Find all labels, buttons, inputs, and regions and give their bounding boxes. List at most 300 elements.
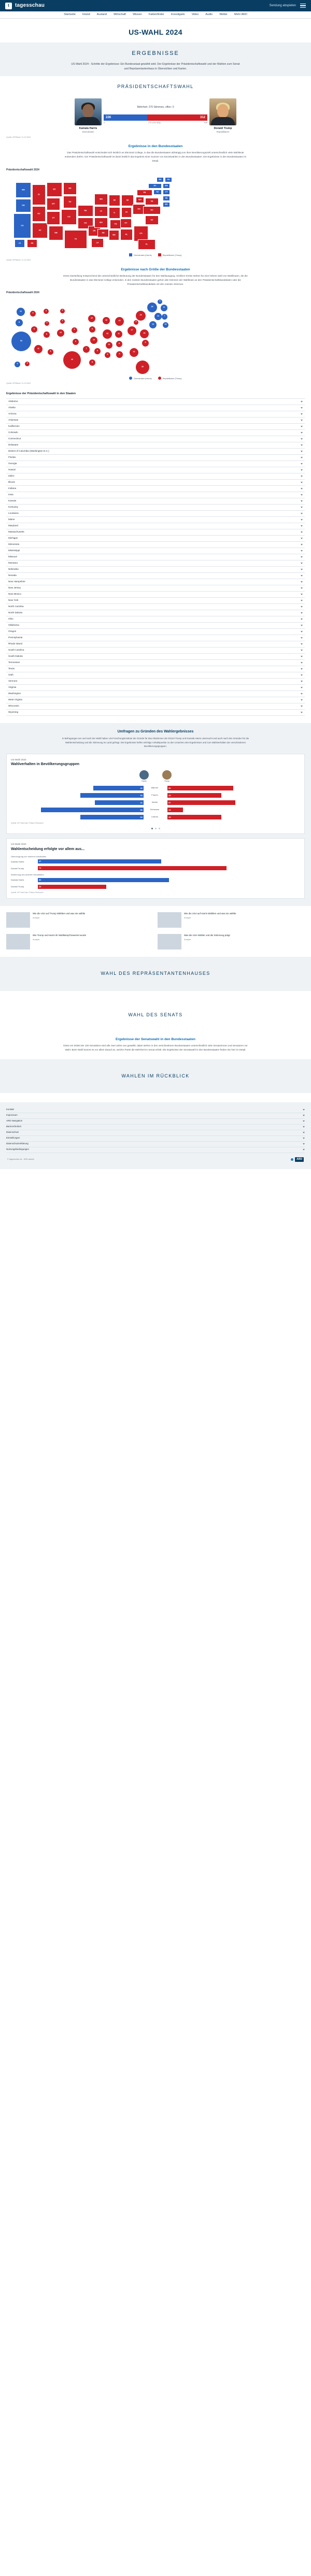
map-state-nevada[interactable]: NV (32, 206, 46, 222)
chevron-down-icon[interactable] (301, 457, 303, 458)
survey-group-label: Männer (151, 786, 159, 789)
bubble-wyoming[interactable]: 3 (45, 321, 49, 326)
map-state-illinois[interactable]: IL (109, 207, 120, 219)
state-row[interactable] (6, 654, 305, 660)
nav-item-1[interactable]: Inland (82, 12, 90, 16)
chevron-down-icon[interactable] (301, 563, 303, 564)
survey-card2-bars (11, 855, 300, 890)
map-state-oregon[interactable]: OR (16, 199, 31, 212)
survey-card1-source: Quelle: AP VoteCast / Edison Research (11, 822, 44, 824)
survey-face-trump (162, 770, 172, 783)
map-state-alabama[interactable]: AL (120, 229, 133, 240)
map-state-washington[interactable]: WA (16, 182, 31, 198)
state-row[interactable] (6, 623, 305, 629)
state-row-label: North Dakota (8, 611, 23, 614)
chevron-down-icon[interactable] (301, 693, 303, 695)
bubble-nebraska[interactable]: 5 (72, 327, 77, 333)
state-row-label: Maryland (8, 524, 18, 527)
retrospect-banner: WAHLEN IM RÜCKBLICK (0, 1059, 311, 1093)
map-state-louisiana[interactable]: LA (91, 238, 104, 248)
brand-logo-mark[interactable] (5, 3, 12, 9)
bubble-alabama[interactable]: 9 (116, 351, 123, 358)
survey-face-harris-label: Harris (142, 780, 147, 783)
map-state-arizona[interactable]: AZ (32, 223, 48, 238)
chevron-down-icon[interactable] (301, 494, 303, 496)
state-row[interactable] (6, 573, 305, 579)
state-row-label: Illinois (8, 481, 15, 484)
chevron-down-icon[interactable] (301, 544, 303, 545)
map-state-connecticut[interactable]: CT (163, 190, 170, 195)
teaser-text-1: Wie die USA auf Harris Wählten und was sie wählte Analyse (184, 912, 236, 919)
bubble-arizona[interactable]: 11 (34, 345, 43, 353)
bubble-south-carolina[interactable]: 9 (142, 340, 149, 347)
state-row[interactable] (6, 542, 305, 548)
map-state-new-mexico[interactable]: NM (49, 226, 63, 240)
nav-item-3[interactable]: Wirtschaft (114, 12, 126, 16)
state-row-label: Kentucky (8, 506, 18, 509)
state-row-label: Mississippi (8, 549, 20, 552)
survey-intro: In Befragungen am und nach der Wahl haben US-Forschungsinstitute die Gründe für das Abstimmen der Einzel-Trump und Kamala Harris untersucht und auch nach den Gründen für die Wahlentscheidung und die Stimmung im Land gefragt. Die Ergebnisse helfen wichtige Anhaltspunkte zu den Ursachen des Ergebnisses und zum Wahlverhalten der verschiedenen Bevölkerungsgruppen. (62, 737, 249, 748)
electoral-bar-rep: 312 (147, 114, 207, 121)
chevron-down-icon[interactable] (301, 438, 303, 440)
chevron-down-icon[interactable] (301, 587, 303, 589)
map-state-nebraska[interactable]: NE (78, 205, 93, 217)
scale-left: 0 (104, 122, 105, 124)
bubble-washington[interactable]: 12 (17, 308, 25, 316)
chevron-down-icon[interactable] (303, 1143, 305, 1145)
footer-link[interactable] (6, 1119, 305, 1125)
chevron-down-icon[interactable] (301, 668, 303, 670)
bubble-utah[interactable]: 6 (44, 332, 50, 338)
chevron-down-icon[interactable] (301, 606, 303, 608)
bubble-oregon[interactable]: 8 (16, 319, 23, 326)
survey-group-row: 53 Latinos 45 (11, 814, 300, 820)
size-map-label: Präsidentschaftswahl 2024 (6, 291, 39, 295)
map-state-iowa[interactable]: IA (94, 206, 108, 217)
state-row[interactable] (6, 436, 305, 442)
bubble-alaska[interactable]: 3 (25, 362, 30, 366)
map-state-utah[interactable]: UT (47, 211, 60, 225)
footer-link-label: Nutzungsbedingungen (6, 1148, 29, 1151)
teaser-row-2 (0, 928, 311, 949)
footer-link[interactable] (6, 1130, 305, 1136)
state-row-label: Montana (8, 562, 18, 565)
bubble-michigan[interactable]: 15 (115, 317, 124, 326)
state-row[interactable] (6, 461, 305, 467)
state-row[interactable] (6, 529, 305, 536)
footer-link[interactable] (6, 1125, 305, 1130)
chevron-down-icon[interactable] (301, 413, 303, 415)
nav-item-9[interactable]: Wetter (219, 12, 228, 16)
bubble-virginia[interactable]: 13 (149, 321, 157, 328)
chevron-down-icon[interactable] (301, 525, 303, 527)
nav-item-2[interactable]: Ausland (96, 12, 107, 16)
bubble-kansas[interactable]: 6 (73, 339, 79, 345)
brand-name[interactable]: tagesschau (15, 2, 45, 8)
map-state-new-hampshire[interactable]: NH (165, 177, 172, 182)
state-row[interactable] (6, 418, 305, 424)
bubble-maine[interactable]: 4 (158, 299, 162, 304)
chevron-down-icon[interactable] (301, 699, 303, 701)
map-state-california[interactable]: CA (13, 213, 31, 238)
map-state-missouri[interactable]: MO (94, 218, 108, 228)
size-section (0, 267, 311, 385)
teaser-card-1[interactable] (158, 912, 305, 928)
state-row-label: Rhode Island (8, 642, 23, 645)
state-row[interactable] (6, 442, 305, 449)
size-map-source: Quelle: AP/Stand: 11.12.2024 (6, 382, 31, 385)
state-row-label: West Virginia (8, 698, 22, 701)
chevron-down-icon[interactable] (301, 513, 303, 514)
map-state-idaho[interactable]: ID (32, 184, 46, 205)
chevron-down-icon[interactable] (301, 407, 303, 409)
state-row[interactable] (6, 629, 305, 635)
nav-item-8[interactable]: Audio (205, 12, 213, 16)
state-row[interactable] (6, 480, 305, 486)
chevron-down-icon[interactable] (301, 538, 303, 539)
state-row[interactable] (6, 610, 305, 616)
map-state-wisconsin[interactable]: WI (109, 195, 120, 206)
motivation-label: Kamala Harris (11, 879, 24, 882)
chevron-down-icon[interactable] (301, 656, 303, 657)
chevron-down-icon[interactable] (301, 681, 303, 682)
state-row[interactable] (6, 666, 305, 672)
bubble-legend-rep: Republikaner (Trump) (158, 377, 182, 381)
bubble-montana[interactable]: 4 (44, 309, 49, 314)
map-state-wyoming[interactable]: WY (47, 198, 60, 210)
chevron-down-icon[interactable] (301, 618, 303, 620)
states-section (0, 144, 311, 262)
survey-card2-source: Quelle: AP VoteCast / Edison Research (11, 891, 44, 894)
map-state-tennessee[interactable]: TN (110, 220, 121, 229)
state-row[interactable] (6, 679, 305, 685)
map-state-delaware[interactable]: DE (163, 196, 170, 201)
bubble-north-carolina[interactable]: 16 (140, 329, 149, 338)
footer-link[interactable] (6, 1136, 305, 1142)
bubble-maryland[interactable]: 10 (163, 322, 168, 328)
state-row-label: Louisiana (8, 512, 19, 515)
state-row[interactable] (6, 641, 305, 647)
bubble-south-dakota[interactable]: 3 (60, 319, 65, 324)
bubble-arkansas[interactable]: 6 (94, 348, 101, 354)
state-row[interactable] (6, 660, 305, 666)
teaser-row-1 (0, 906, 311, 928)
chevron-down-icon[interactable] (301, 594, 303, 595)
teaser-card-2[interactable] (6, 934, 153, 949)
map-state-new-york[interactable]: NY (148, 183, 162, 189)
chevron-down-icon[interactable] (303, 1109, 305, 1111)
map-state-montana[interactable]: MT (47, 182, 62, 197)
chevron-down-icon[interactable] (301, 643, 303, 645)
bubble-idaho[interactable]: 4 (30, 311, 36, 316)
state-row-label: Kansas (8, 499, 17, 502)
bubble-kentucky[interactable]: 8 (116, 341, 122, 347)
map-state-texas[interactable]: TX (64, 230, 87, 249)
chevron-down-icon[interactable] (301, 662, 303, 664)
bubble-tennessee[interactable]: 11 (106, 342, 112, 349)
state-accordion (6, 398, 305, 716)
states-map-source: Quelle: AP/Stand: 11.12.2024 (6, 259, 31, 262)
legend-rep: Republikaner (Trump) (158, 253, 182, 257)
chevron-down-icon[interactable] (301, 488, 303, 490)
survey-group-label: Latinos (151, 815, 158, 818)
map-state-arkansas[interactable]: AR (97, 229, 109, 237)
bubble-illinois[interactable]: 19 (103, 329, 112, 339)
bubble-new-mexico[interactable]: 5 (48, 349, 53, 355)
map-state-kansas[interactable]: KS (78, 218, 93, 229)
state-row[interactable] (6, 585, 305, 592)
map-state-mississippi[interactable]: MS (109, 230, 119, 240)
candidate-harris[interactable] (73, 98, 104, 134)
survey-carousel-dots[interactable] (11, 828, 300, 829)
state-row[interactable] (6, 449, 305, 455)
state-row[interactable] (6, 405, 305, 411)
state-row[interactable] (6, 536, 305, 542)
state-row[interactable] (6, 616, 305, 623)
chevron-down-icon[interactable] (301, 550, 303, 552)
teaser-card-0[interactable] (6, 912, 153, 928)
chevron-down-icon[interactable] (301, 451, 303, 452)
map-state-virginia[interactable]: VA (145, 198, 159, 205)
chevron-down-icon[interactable] (301, 687, 303, 688)
teaser-text-0: Wie die USA auf Trump Wählten und was sie wählte Analyse (33, 912, 86, 919)
state-row-label: Oklahoma (8, 624, 19, 627)
map-legend (6, 253, 305, 257)
state-row[interactable] (6, 505, 305, 511)
chevron-down-icon[interactable] (301, 500, 303, 502)
teaser-card-3[interactable] (158, 934, 305, 949)
bubble-massachusetts[interactable]: 11 (161, 305, 167, 311)
teaser-kicker-3: Analyse (184, 939, 191, 941)
map-state-maine[interactable]: ME (157, 177, 164, 182)
state-row-label: Virginia (8, 686, 17, 689)
state-row[interactable] (6, 710, 305, 716)
chevron-down-icon[interactable] (301, 426, 303, 427)
candidate-harris-party: Demokraten (82, 131, 94, 134)
chevron-down-icon[interactable] (301, 637, 303, 639)
bubble-mississippi[interactable]: 6 (105, 352, 110, 358)
survey-group-row: 42 Männer 55 (11, 785, 300, 791)
state-row[interactable] (6, 647, 305, 654)
map-state-kentucky[interactable]: KY (120, 219, 132, 228)
map-state-florida[interactable]: FL (138, 239, 156, 250)
map-state-georgia[interactable]: GA (134, 226, 148, 241)
state-row-label: Ohio (8, 617, 13, 621)
map-state-oklahoma[interactable]: OK (88, 226, 101, 236)
chevron-down-icon[interactable] (301, 674, 303, 676)
bubble-georgia[interactable]: 16 (130, 348, 138, 357)
play-broadcast-link[interactable]: Sendung abspielen (269, 4, 296, 7)
chevron-down-icon[interactable] (301, 531, 303, 533)
state-row[interactable] (6, 511, 305, 517)
state-row-label: Tennessee (8, 661, 20, 664)
ard-logo[interactable] (291, 1157, 304, 1162)
chevron-down-icon[interactable] (301, 463, 303, 465)
chevron-down-icon[interactable] (301, 432, 303, 434)
state-row[interactable] (6, 486, 305, 492)
bubble-california[interactable]: 54 (11, 332, 31, 351)
state-row[interactable] (6, 517, 305, 523)
bubble-new-york[interactable]: 28 (147, 303, 157, 312)
state-row[interactable] (6, 399, 305, 405)
state-row[interactable] (6, 579, 305, 585)
map-state-west-virginia[interactable]: WV (136, 197, 144, 203)
bubble-colorado[interactable]: 10 (57, 329, 64, 337)
nav-item-4[interactable]: Wissen (133, 12, 142, 16)
footer-link[interactable] (6, 1147, 305, 1153)
footer-copyright: © tagesschau.de - ARD-aktuell (7, 1158, 34, 1160)
state-row[interactable] (6, 703, 305, 710)
survey-heading: Umfragen zu Gründen des Wahlergebnisses (117, 730, 194, 734)
nav-item-10[interactable]: Mehr ARD (234, 12, 247, 16)
bubble-west-virginia[interactable]: 4 (134, 320, 138, 325)
map-state-south-carolina[interactable]: SC (145, 215, 159, 225)
footer-link-list (6, 1107, 305, 1153)
bubble-florida[interactable]: 30 (136, 361, 149, 374)
chevron-down-icon[interactable] (301, 444, 303, 446)
chevron-down-icon[interactable] (301, 476, 303, 477)
chevron-down-icon[interactable] (301, 581, 303, 583)
map-state-minnesota[interactable]: MN (94, 194, 108, 205)
bubble-map[interactable] (6, 297, 305, 375)
map-state-north-dakota[interactable]: ND (63, 182, 77, 195)
state-row[interactable] (6, 567, 305, 573)
scale-right: 538 (204, 122, 207, 124)
chevron-down-icon[interactable] (303, 1132, 305, 1133)
motivation-row: Kamala Harris 50 (11, 877, 300, 883)
state-row[interactable] (6, 560, 305, 567)
bubble-texas[interactable]: 40 (63, 351, 81, 369)
footer-link[interactable] (6, 1107, 305, 1113)
chevron-down-icon[interactable] (301, 401, 303, 402)
map-state-north-carolina[interactable]: NC (143, 206, 161, 214)
hamburger-icon[interactable] (300, 4, 306, 8)
candidate-harris-name: Kamala Harris (79, 126, 97, 130)
chevron-down-icon[interactable] (301, 482, 303, 483)
state-row[interactable] (6, 492, 305, 498)
bubble-oklahoma[interactable]: 7 (83, 346, 90, 353)
chevron-down-icon[interactable] (301, 612, 303, 614)
state-row[interactable] (6, 672, 305, 679)
footer-link[interactable] (6, 1142, 305, 1147)
nav-item-7[interactable]: Video (191, 12, 199, 16)
chevron-down-icon[interactable] (301, 556, 303, 558)
main-nav (0, 11, 311, 19)
state-row[interactable] (6, 635, 305, 641)
states-heading: Ergebnisse in den Bundesstaaten (128, 144, 183, 148)
bubble-connecticut[interactable]: 7 (162, 314, 167, 320)
state-row[interactable] (6, 548, 305, 554)
bubble-ohio[interactable]: 17 (128, 326, 136, 335)
chevron-down-icon[interactable] (301, 469, 303, 471)
chevron-down-icon[interactable] (303, 1126, 305, 1128)
candidate-trump-name: Donald Trump (214, 126, 232, 130)
senate-section-banner: WAHL DES SENATS (0, 998, 311, 1032)
bubble-wisconsin[interactable]: 10 (103, 317, 110, 324)
state-row[interactable] (6, 455, 305, 461)
bubble-indiana[interactable]: 11 (115, 330, 122, 338)
state-row[interactable] (6, 467, 305, 473)
chevron-down-icon[interactable] (303, 1149, 305, 1150)
chevron-down-icon[interactable] (301, 600, 303, 601)
bubble-missouri[interactable]: 10 (90, 337, 97, 344)
chevron-down-icon[interactable] (301, 625, 303, 626)
map-state-alaska[interactable]: AK (27, 239, 37, 248)
bubble-hawaii[interactable]: 4 (15, 362, 20, 367)
map-state-ohio[interactable]: OH (133, 204, 145, 214)
map-state-hawaii[interactable]: HI (15, 239, 25, 248)
state-row[interactable] (6, 697, 305, 703)
chevron-down-icon[interactable] (303, 1120, 305, 1122)
chevron-down-icon[interactable] (301, 519, 303, 521)
nav-item-0[interactable]: Startseite (64, 12, 76, 16)
chevron-down-icon[interactable] (303, 1115, 305, 1116)
footer-link-label: Datenschutzerklärung (6, 1142, 29, 1145)
state-row[interactable] (6, 598, 305, 604)
state-row-label: Wisconsin (8, 704, 19, 708)
state-row[interactable] (6, 473, 305, 480)
state-row[interactable] (6, 430, 305, 436)
state-row[interactable] (6, 604, 305, 610)
bubble-louisiana[interactable]: 8 (89, 359, 95, 366)
bubble-minnesota[interactable]: 10 (88, 315, 95, 322)
state-row[interactable] (6, 685, 305, 691)
map-state-colorado[interactable]: CO (61, 209, 77, 225)
bubble-new-jersey[interactable]: 14 (154, 313, 162, 320)
map-state-pennsylvania[interactable]: PA (137, 190, 152, 196)
map-state-indiana[interactable]: IN (121, 207, 132, 218)
state-row[interactable] (6, 691, 305, 697)
map-state-michigan[interactable]: MI (121, 195, 134, 206)
map-state-massachusetts[interactable]: MA (163, 183, 170, 189)
state-row[interactable] (6, 411, 305, 418)
chevron-down-icon[interactable] (301, 650, 303, 651)
chevron-down-icon[interactable] (301, 712, 303, 713)
state-row-label: Massachusetts (8, 530, 24, 534)
state-list-heading: Ergebnisse der Präsidentschaftswahl in den Staaten (6, 392, 76, 396)
bubble-nevada[interactable]: 6 (31, 326, 37, 333)
survey-card2-kicker: US-Wahl 2024 (11, 842, 26, 845)
state-row[interactable] (6, 592, 305, 598)
nav-item-5[interactable]: Faktenfinder (148, 12, 164, 16)
map-state-maryland[interactable]: MD (163, 202, 170, 207)
chevron-down-icon[interactable] (303, 1138, 305, 1139)
choropleth-map[interactable] (6, 174, 305, 252)
state-row[interactable] (6, 523, 305, 529)
state-row-label: Vermont (8, 680, 18, 683)
chevron-down-icon[interactable] (301, 569, 303, 570)
footer-link-label: Einstellungen (6, 1136, 20, 1140)
bubble-north-dakota[interactable]: 3 (60, 309, 65, 313)
bubble-pennsylvania[interactable]: 19 (136, 311, 146, 321)
footer-link-label: Kontakt (6, 1108, 14, 1111)
map-state-new-jersey[interactable]: NJ (153, 190, 162, 195)
state-row[interactable] (6, 554, 305, 560)
chevron-down-icon[interactable] (301, 631, 303, 632)
candidate-trump[interactable] (207, 98, 238, 134)
chevron-down-icon[interactable] (301, 706, 303, 707)
chevron-down-icon[interactable] (301, 507, 303, 508)
footer-link[interactable] (6, 1113, 305, 1119)
state-row-label: Texas (8, 667, 15, 670)
bubble-iowa[interactable]: 6 (89, 326, 95, 333)
map-state-south-dakota[interactable]: SD (63, 196, 77, 208)
state-row[interactable] (6, 498, 305, 505)
chevron-down-icon[interactable] (301, 575, 303, 577)
chevron-down-icon[interactable] (301, 420, 303, 421)
state-row[interactable] (6, 424, 305, 430)
nav-item-6[interactable]: Investigativ (171, 12, 185, 16)
